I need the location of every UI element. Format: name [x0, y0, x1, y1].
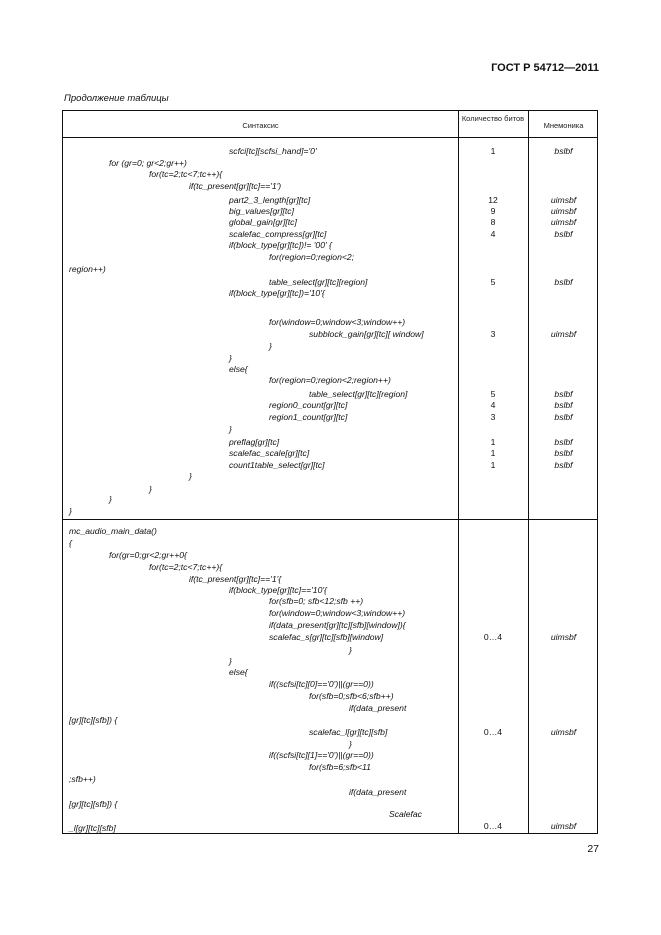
syntax-line: { — [69, 538, 72, 548]
bits-cell: 4 — [490, 229, 496, 239]
syntax-line: for(region=0;region<2;region++) — [269, 375, 391, 385]
bits-cell: 1 — [490, 437, 496, 447]
syntax-line: scalefac_scale[gr][tc] — [229, 448, 310, 458]
bits-cell: 8 — [490, 217, 496, 227]
syntax-line: count1table_select[gr][tc] — [229, 460, 325, 470]
syntax-line: scalefac_compress[gr][tc] — [229, 229, 327, 239]
syntax-line: } — [189, 471, 192, 481]
syntax-line: big_values[gr][tc] — [229, 206, 294, 216]
syntax-line: } — [149, 484, 152, 494]
syntax-line: if(block_type[gr][tc]=='10'{ — [229, 585, 327, 595]
syntax-line: Scalefac — [389, 809, 422, 819]
bits-cell: 1 — [490, 460, 496, 470]
bits-cell: 1 — [490, 448, 496, 458]
syntax-line: [gr][tc][sfb]) { — [69, 799, 118, 809]
syntax-line: for(sfb=0;sfb<6;sfb++) — [309, 691, 394, 701]
bits-cell: 3 — [490, 412, 496, 422]
mnemonic-cell: uimsbf — [550, 329, 577, 339]
bits-cell: 0…4 — [483, 727, 503, 737]
bits-cell: 5 — [490, 277, 496, 287]
syntax-line: [gr][tc][sfb]) { — [69, 715, 118, 725]
syntax-table — [62, 110, 598, 834]
syntax-line: for(sfb=0; sfb<12;sfb ++) — [269, 596, 364, 606]
mnemonic-cell: uimsbf — [550, 821, 577, 831]
syntax-line: scalefac_s[gr][tc][sfb][window] — [269, 632, 384, 642]
row-divider — [63, 519, 597, 520]
syntax-line: for(window=0;window<3;window++) — [269, 317, 406, 327]
syntax-line: if((scfsi[tc][1]=='0')||(gr==0)) — [269, 750, 374, 760]
mnemonic-cell: bslbf — [554, 229, 573, 239]
syntax-line: global_gain[gr][tc] — [229, 217, 297, 227]
syntax-line: for(gr=0;gr<2;gr++0{ — [109, 550, 187, 560]
syntax-line: region0_count[gr][tc] — [269, 400, 348, 410]
syntax-line: if(tc_present[gr][tc]=='1'{ — [189, 574, 282, 584]
column-header-bits: Количество битов — [461, 114, 525, 123]
syntax-line: table_select[gr][tc][region] — [309, 389, 408, 399]
syntax-line: for(tc=2;tc<7;tc++){ — [149, 169, 223, 179]
header-divider — [63, 137, 597, 138]
mnemonic-cell: bslbf — [554, 400, 573, 410]
syntax-line: } — [229, 353, 232, 363]
syntax-line: subblock_gain[gr][tc][ window] — [309, 329, 424, 339]
syntax-line: for (gr=0; gr<2;gr++) — [109, 158, 187, 168]
page-number: 27 — [587, 843, 599, 855]
syntax-line: for(tc=2;tc<7;tc++){ — [149, 562, 223, 572]
syntax-line: if((scfsi[tc][0]=='0')||(gr==0)) — [269, 679, 374, 689]
syntax-line: else{ — [229, 667, 248, 677]
syntax-line: preflag[gr][tc] — [229, 437, 280, 447]
syntax-line: ;sfb++) — [69, 774, 96, 784]
syntax-line: region1_count[gr][tc] — [269, 412, 348, 422]
mnemonic-cell: bslbf — [554, 146, 573, 156]
syntax-line: region++) — [69, 264, 106, 274]
column-header-syntax: Синтаксис — [242, 121, 279, 130]
mnemonic-cell: bslbf — [554, 277, 573, 287]
bits-cell: 12 — [488, 195, 498, 205]
table-caption: Продолжение таблицы — [64, 93, 169, 104]
syntax-line: for(region=0;region<2; — [269, 252, 355, 262]
syntax-line: scalefac_l[gr][tc][sfb] — [309, 727, 388, 737]
syntax-line: } — [229, 656, 232, 666]
mnemonic-cell: bslbf — [554, 389, 573, 399]
syntax-line: } — [349, 739, 352, 749]
mnemonic-cell: uimsbf — [550, 206, 577, 216]
syntax-line: for(window=0;window<3;window++) — [269, 608, 406, 618]
column-header-mnemonic: Мнемоника — [543, 121, 584, 130]
syntax-line: } — [109, 494, 112, 504]
syntax-line: } — [69, 506, 72, 516]
mnemonic-cell: uimsbf — [550, 217, 577, 227]
mnemonic-cell: bslbf — [554, 448, 573, 458]
syntax-line: else{ — [229, 364, 248, 374]
syntax-line: part2_3_length[gr][tc] — [229, 195, 311, 205]
bits-cell: 9 — [490, 206, 496, 216]
syntax-line: if(block_type[gr][tc])='10'{ — [229, 288, 325, 298]
syntax-line: if(data_present — [349, 703, 407, 713]
bits-cell: 5 — [490, 389, 496, 399]
syntax-line: if(block_type[gr][tc])!= '00' { — [229, 240, 332, 250]
syntax-line: } — [349, 645, 352, 655]
syntax-line: } — [229, 424, 232, 434]
syntax-line: _l[gr][tc][sfb] — [69, 823, 116, 833]
mnemonic-cell: bslbf — [554, 412, 573, 422]
syntax-line: if(tc_present[gr][tc]=='1') — [189, 181, 282, 191]
syntax-line: scfci[tc][scfsi_hand]='0' — [229, 146, 317, 156]
mnemonic-cell: bslbf — [554, 460, 573, 470]
bits-cell: 3 — [490, 329, 496, 339]
syntax-line: table_select[gr][tc][region] — [269, 277, 368, 287]
bits-cell: 0…4 — [483, 821, 503, 831]
syntax-line: mc_audio_main_data() — [69, 526, 157, 536]
mnemonic-cell: bslbf — [554, 437, 573, 447]
syntax-line: if(data_present — [349, 787, 407, 797]
mnemonic-cell: uimsbf — [550, 632, 577, 642]
bits-cell: 0…4 — [483, 632, 503, 642]
mnemonic-cell: uimsbf — [550, 727, 577, 737]
mnemonic-cell: uimsbf — [550, 195, 577, 205]
syntax-line: if(data_present[gr][tc][sfb][window]){ — [269, 620, 406, 630]
bits-cell: 4 — [490, 400, 496, 410]
bits-cell: 1 — [490, 146, 496, 156]
syntax-line: } — [269, 341, 272, 351]
document-header: ГОСТ Р 54712—2011 — [491, 62, 599, 74]
syntax-line: for(sfb=6;sfb<11 — [309, 762, 371, 772]
